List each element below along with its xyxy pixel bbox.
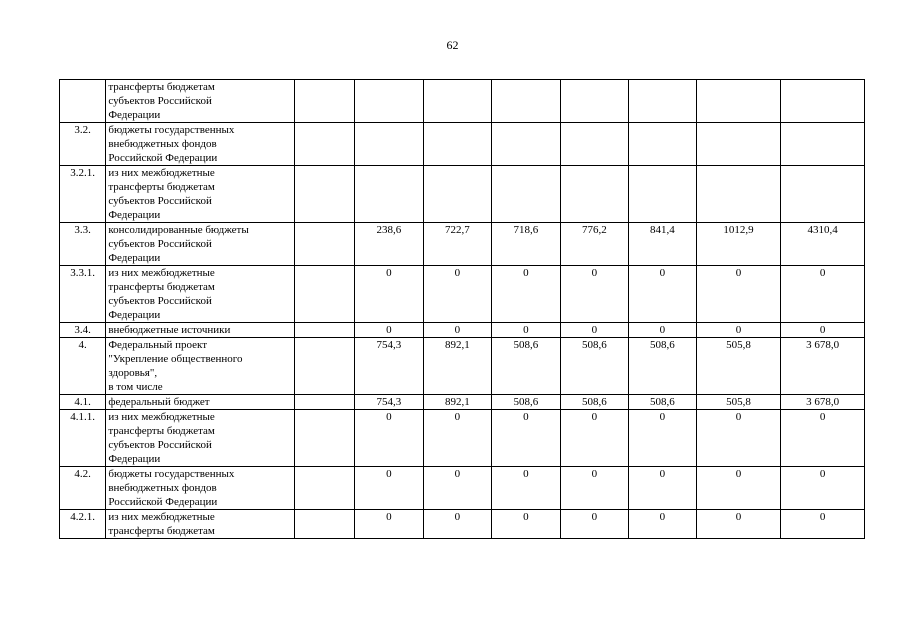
- row-name: [106, 467, 294, 510]
- row-value: [355, 80, 424, 123]
- page-number: 62: [446, 38, 459, 52]
- row-value: [423, 123, 492, 166]
- row-name-line: бюджеты государственных: [108, 124, 235, 136]
- row-value: 0: [423, 323, 492, 338]
- row-name: [106, 266, 294, 323]
- row-name-line: Федерации: [108, 109, 161, 121]
- row-value: 0: [781, 510, 865, 539]
- row-value: 754,3: [355, 338, 424, 395]
- row-value: [355, 166, 424, 223]
- row-number: 3.2.: [60, 123, 106, 166]
- row-blank-cell: [294, 80, 354, 123]
- row-name-line: федеральный бюджет: [108, 396, 210, 408]
- table-row: [60, 338, 865, 395]
- row-value: 0: [492, 467, 561, 510]
- row-value: [781, 123, 865, 166]
- row-value: 508,6: [492, 338, 561, 395]
- row-name-line: трансферты бюджетам: [108, 525, 215, 537]
- row-name: [106, 80, 294, 123]
- row-value: [696, 123, 781, 166]
- row-value: 776,2: [560, 223, 629, 266]
- row-number: 3.3.1.: [60, 266, 106, 323]
- row-value: [781, 80, 865, 123]
- row-value: 0: [492, 323, 561, 338]
- row-value: 841,4: [629, 223, 697, 266]
- row-name-line: из них межбюджетные: [108, 411, 215, 423]
- row-value: [560, 80, 629, 123]
- row-value: 505,8: [696, 338, 781, 395]
- row-name-line: Федеральный проект: [108, 339, 208, 351]
- row-number: 4.2.: [60, 467, 106, 510]
- row-name: [106, 166, 294, 223]
- row-value: 892,1: [423, 395, 492, 410]
- row-value: 0: [423, 510, 492, 539]
- row-value: [696, 166, 781, 223]
- row-name-line: субъектов Российской: [108, 295, 212, 307]
- row-value: 0: [560, 323, 629, 338]
- row-name-line: в том числе: [108, 381, 163, 393]
- row-name-line: здоровья",: [108, 367, 158, 379]
- row-value: 0: [423, 467, 492, 510]
- row-value: 722,7: [423, 223, 492, 266]
- row-value: 0: [492, 510, 561, 539]
- row-value: 508,6: [629, 338, 697, 395]
- row-value: 0: [355, 410, 424, 467]
- row-value: 3 678,0: [781, 338, 865, 395]
- row-name-line: Федерации: [108, 453, 161, 465]
- table-row: [60, 166, 865, 223]
- row-value: [560, 166, 629, 223]
- row-number: 4.1.: [60, 395, 106, 410]
- table-row: [60, 223, 865, 266]
- row-name-line: субъектов Российской: [108, 95, 212, 107]
- row-value: 0: [629, 410, 697, 467]
- row-name-line: бюджеты государственных: [108, 468, 235, 480]
- row-blank-cell: [294, 123, 354, 166]
- row-number: 4.1.1.: [60, 410, 106, 467]
- row-blank-cell: [294, 395, 354, 410]
- row-name-line: "Укрепление общественного: [108, 353, 243, 365]
- row-value: 0: [696, 323, 781, 338]
- row-number: [60, 80, 106, 123]
- row-value: [492, 166, 561, 223]
- row-value: 754,3: [355, 395, 424, 410]
- row-value: [629, 80, 697, 123]
- row-value: [492, 80, 561, 123]
- table-body: [60, 80, 865, 539]
- row-number: 3.3.: [60, 223, 106, 266]
- table-row: [60, 410, 865, 467]
- row-name: [106, 123, 294, 166]
- row-number: 4.2.1.: [60, 510, 106, 539]
- table-row: [60, 395, 865, 410]
- row-value: 718,6: [492, 223, 561, 266]
- row-value: 0: [781, 467, 865, 510]
- row-name-line: субъектов Российской: [108, 238, 212, 250]
- row-blank-cell: [294, 166, 354, 223]
- row-blank-cell: [294, 510, 354, 539]
- table-row: [60, 323, 865, 338]
- row-name-line: Федерации: [108, 309, 161, 321]
- row-name-line: Российской Федерации: [108, 152, 218, 164]
- row-number: 3.2.1.: [60, 166, 106, 223]
- row-value: 505,8: [696, 395, 781, 410]
- row-value: 0: [355, 266, 424, 323]
- row-value: 508,6: [560, 395, 629, 410]
- row-blank-cell: [294, 266, 354, 323]
- row-name-line: трансферты бюджетам: [108, 425, 215, 437]
- table-row: [60, 467, 865, 510]
- row-name-line: внебюджетных фондов: [108, 482, 217, 494]
- row-value: 0: [560, 410, 629, 467]
- row-value: [423, 80, 492, 123]
- row-name-line: из них межбюджетные: [108, 511, 215, 523]
- row-value: 508,6: [560, 338, 629, 395]
- row-value: 508,6: [492, 395, 561, 410]
- row-value: 238,6: [355, 223, 424, 266]
- table-row: [60, 80, 865, 123]
- row-name-line: трансферты бюджетам: [108, 181, 215, 193]
- row-number: 4.: [60, 338, 106, 395]
- row-number: 3.4.: [60, 323, 106, 338]
- row-name-line: внебюджетные источники: [108, 324, 231, 336]
- row-name-line: из них межбюджетные: [108, 167, 215, 179]
- row-name-line: субъектов Российской: [108, 195, 212, 207]
- row-blank-cell: [294, 223, 354, 266]
- row-value: 0: [355, 467, 424, 510]
- row-value: 0: [629, 467, 697, 510]
- row-value: 0: [355, 323, 424, 338]
- row-value: 0: [423, 410, 492, 467]
- row-value: [696, 80, 781, 123]
- row-name-line: из них межбюджетные: [108, 267, 215, 279]
- row-value: 0: [629, 266, 697, 323]
- row-value: [492, 123, 561, 166]
- row-name: [106, 410, 294, 467]
- row-name-line: консолидированные бюджеты: [108, 224, 249, 236]
- row-value: 0: [781, 410, 865, 467]
- row-value: 4310,4: [781, 223, 865, 266]
- row-value: 0: [629, 323, 697, 338]
- row-value: 0: [560, 266, 629, 323]
- row-blank-cell: [294, 467, 354, 510]
- row-value: 0: [492, 410, 561, 467]
- row-value: 0: [696, 410, 781, 467]
- row-name-line: трансферты бюджетам: [108, 81, 215, 93]
- row-value: 0: [355, 510, 424, 539]
- row-blank-cell: [294, 338, 354, 395]
- row-value: [781, 166, 865, 223]
- row-value: 0: [781, 323, 865, 338]
- row-name-line: Федерации: [108, 209, 161, 221]
- row-value: 0: [781, 266, 865, 323]
- row-value: 0: [560, 510, 629, 539]
- row-name-line: трансферты бюджетам: [108, 281, 215, 293]
- row-name: [106, 338, 294, 395]
- row-name: [106, 223, 294, 266]
- row-name: [106, 510, 294, 539]
- row-value: 1012,9: [696, 223, 781, 266]
- row-name: [106, 323, 294, 338]
- row-value: [423, 166, 492, 223]
- row-blank-cell: [294, 410, 354, 467]
- row-value: [560, 123, 629, 166]
- table-row: [60, 510, 865, 539]
- row-value: 0: [696, 266, 781, 323]
- row-name-line: Российской Федерации: [108, 496, 218, 508]
- row-value: 0: [423, 266, 492, 323]
- table-row: [60, 266, 865, 323]
- row-name: [106, 395, 294, 410]
- row-value: 0: [696, 510, 781, 539]
- row-name-line: субъектов Российской: [108, 439, 212, 451]
- row-value: [629, 166, 697, 223]
- row-value: 0: [492, 266, 561, 323]
- row-name-line: внебюджетных фондов: [108, 138, 217, 150]
- row-value: 0: [696, 467, 781, 510]
- row-name-line: Федерации: [108, 252, 161, 264]
- row-blank-cell: [294, 323, 354, 338]
- row-value: 0: [560, 467, 629, 510]
- row-value: [629, 123, 697, 166]
- budget-table: [59, 79, 865, 539]
- table-row: [60, 123, 865, 166]
- row-value: 0: [629, 510, 697, 539]
- row-value: [355, 123, 424, 166]
- row-value: 892,1: [423, 338, 492, 395]
- row-value: 508,6: [629, 395, 697, 410]
- row-value: 3 678,0: [781, 395, 865, 410]
